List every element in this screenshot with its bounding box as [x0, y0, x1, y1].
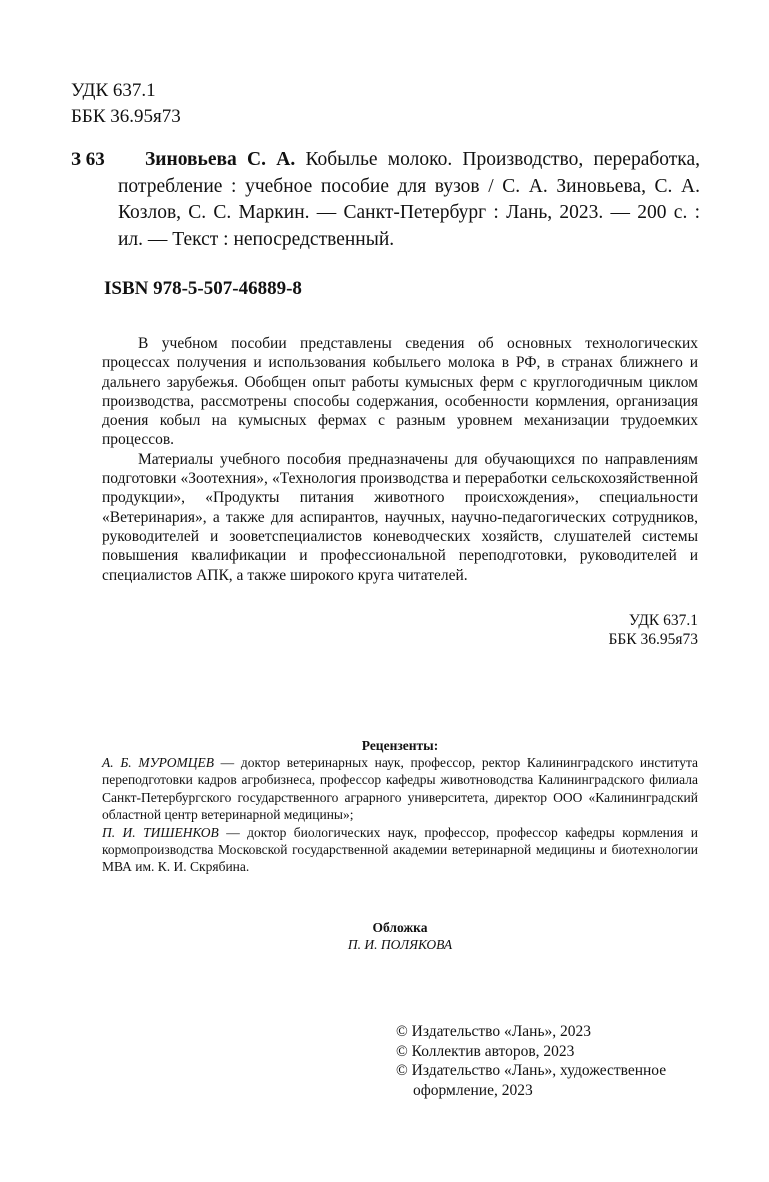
reviewers-list — [102, 754, 698, 876]
copyright-line: © Издательство «Лань», 2023 — [396, 1023, 592, 1040]
isbn: ISBN 978-5-507-46889-8 — [104, 278, 302, 299]
abstract-udk: УДК 637.1 — [628, 612, 698, 629]
abstract-paragraph: Материалы учебного пособия предназначены для обучающихся по направлениям подготовки «Зоотехния», «Технология производства и переработки сельскохозяйственной продукции», «Продукты питания животного происхождения», специальности «Ветеринария», а также для аспирантов, научных, научно-педагогических сотрудников, руководителей и зооветспециалистов коневодческих хозяйств, слушателей системы повышения квалификации и профессиональной переподготовки, руководителей и специалистов АПК, а также широкого круга читателей. — [102, 450, 698, 584]
reviewer-entry — [102, 824, 698, 876]
reviewer-description: — доктор ветеринарных наук, профессор, ректор Калининградского института переподготовки кадров агробизнеса, профессор кафедры животноводства Калининградского филиала Санкт-Петербургского государственного аграрного университета, директор ООО «Калининградский областной центр ветеринарной медицины»; — [102, 755, 699, 823]
cover-designer: П. И. ПОЛЯКОВА — [347, 937, 453, 952]
copyright-line-continuation: оформление, 2023 — [413, 1081, 533, 1099]
cover-title: Обложка — [372, 920, 428, 935]
reviewers-title: Рецензенты: — [361, 738, 439, 753]
abstract-paragraph: В учебном пособии представлены сведения об основных технологических процессах получения и использования кобыльего молока в РФ, в странах ближнего и дальнего зарубежья. Обобщен опыт работы кумысных ферм с круглогодичным циклом производства, рассмотрены способы содержания, особенности кормления, организация доения кобыл на кумысных фермах с разным уровнем механизации трудоемких процессов. — [102, 335, 698, 449]
reviewer-description: — доктор биологических наук, профессор, профессор кафедры кормления и кормопроизводства Московской государственной академии ветеринарной медицины и биотехнологии МВА им. К. И. Скрябина. — [102, 824, 698, 875]
reviewer-entry — [102, 754, 698, 824]
abstract — [102, 334, 698, 585]
copyright-line: © Коллектив авторов, 2023 — [396, 1042, 575, 1060]
bibliographic-author: Зиновьева С. А. — [145, 149, 296, 170]
bibliographic-record — [118, 147, 700, 253]
reviewer-name: А. Б. МУРОМЦЕВ — [102, 755, 214, 770]
reviewer-name: П. И. ТИШЕНКОВ — [102, 824, 219, 840]
author-mark: З 63 — [71, 149, 105, 170]
copyright-block — [396, 1022, 716, 1100]
udk-code: УДК 637.1 — [71, 80, 156, 101]
copyright-line: © Издательство «Лань», художественное — [396, 1062, 667, 1079]
bibliographic-text: Кобылье молоко. Производство, переработка, потребление : учебное пособие для вузов / С. А. Зиновьева, С. А. Козлов, С. С. Маркин. — Санкт-Петербург : Лань, 2023. — 200 с. : ил. — Текст : непосредственный. — [118, 149, 700, 250]
bbk-code: ББК 36.95я73 — [71, 106, 181, 127]
abstract-bbk: ББК 36.95я73 — [608, 631, 698, 648]
